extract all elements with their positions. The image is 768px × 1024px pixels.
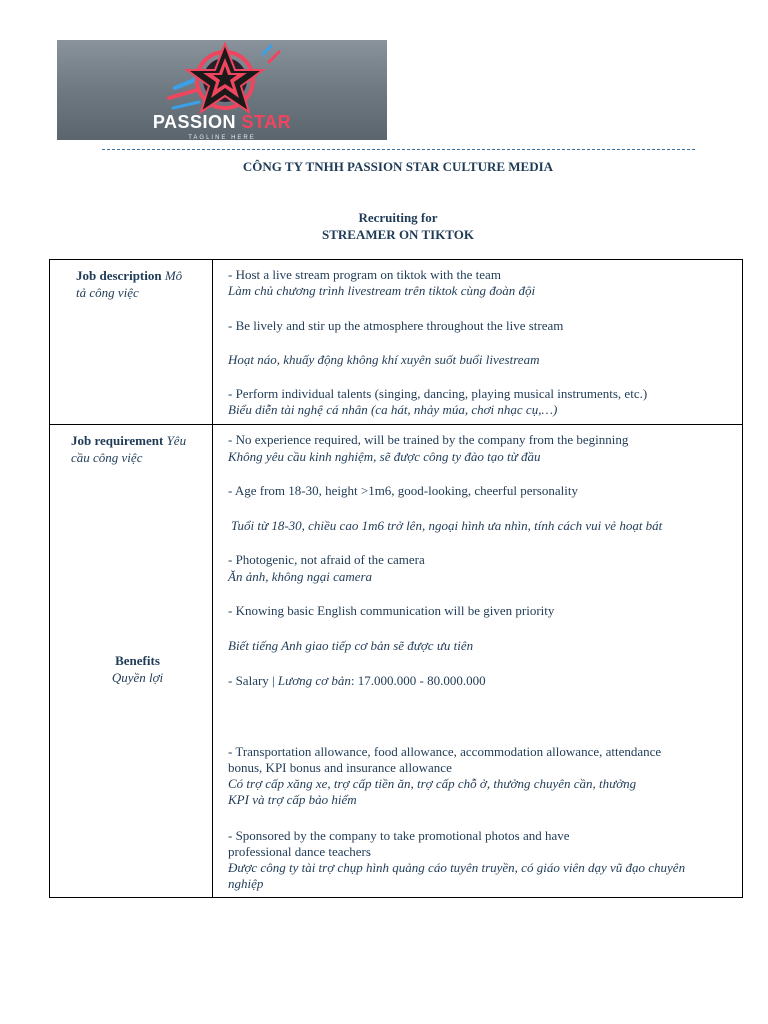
req-item-2-en: - Age from 18-30, height >1m6, good-looking, cheerful personality: [228, 483, 578, 498]
logo-word-passion: PASSION: [152, 112, 236, 132]
benefit-1-vi-line2: KPI và trợ cấp bảo hiểm: [228, 792, 357, 807]
benefit-2-vi-line1: Được công ty tài trợ chụp hình quảng cáo tuyên truyền, có giáo viên dạy vũ đạo chuyên: [228, 860, 686, 875]
benefit-1-en-line1: - Transportation allowance, food allowance, accommodation allowance, attendance: [228, 744, 662, 759]
salary-prefix: - Salary |: [228, 673, 278, 688]
desc-item-2-en: - Be lively and stir up the atmosphere throughout the live stream: [228, 318, 564, 333]
label-vi: Quyền lợi: [111, 670, 164, 685]
benefit-1-vi-line1: Có trợ cấp xăng xe, trợ cấp tiền ăn, trợ cấp chỗ ở, thưởng chuyên cần, thưởng: [228, 776, 637, 791]
benefit-2-en: [228, 828, 718, 860]
company-logo: [57, 40, 387, 140]
req-item-4-en: - Knowing basic English communication will be given priority: [228, 603, 555, 618]
column-divider: [212, 259, 213, 898]
benefit-2-vi-line2: nghiệp: [228, 876, 264, 891]
logo-word-star: STAR: [241, 112, 292, 132]
salary-line: [228, 673, 718, 689]
benefit-2-vi: [228, 860, 728, 892]
desc-item-1-vi: Làm chủ chương trình livestream trên tiktok cùng đoàn đội: [228, 283, 536, 298]
req-item-1-en: - No experience required, will be trained by the company from the beginning: [228, 432, 629, 447]
job-requirement-label: [71, 432, 206, 466]
label-en: Job description: [76, 268, 162, 283]
salary-vi: Lương cơ bản: [277, 673, 351, 688]
desc-item-2-vi: Hoạt náo, khuấy động không khí xuyên suốt buổi livestream: [228, 352, 540, 367]
req-item-4-vi: Biết tiếng Anh giao tiếp cơ bản sẽ được ưu tiên: [228, 638, 474, 653]
label-en: Job requirement: [71, 433, 164, 448]
req-item-3-vi: Ăn ảnh, không ngại camera: [228, 569, 373, 584]
req-item-1-vi: Không yêu cầu kinh nghiệm, sẽ được công ty đào tạo từ đầu: [228, 449, 541, 464]
job-description-label: [76, 267, 206, 301]
benefit-2-en-line2: professional dance teachers: [228, 844, 371, 859]
position-title: STREAMER ON TIKTOK: [322, 227, 474, 242]
logo-tagline: TAGLINE HERE: [188, 135, 256, 140]
desc-item-3-vi: Biểu diễn tài nghệ cá nhân (ca hát, nhảy múa, chơi nhạc cụ,…): [228, 402, 558, 417]
desc-item-1-en: - Host a live stream program on tiktok with the team: [228, 267, 501, 282]
benefit-1-en: [228, 744, 718, 776]
benefit-1-en-line2: bonus, KPI bonus and insurance allowance: [228, 760, 452, 775]
label-en: Benefits: [115, 653, 160, 668]
label-vi-cont: cầu công việc: [71, 450, 143, 465]
desc-item-3-en: - Perform individual talents (singing, dancing, playing musical instruments, etc.): [228, 386, 648, 401]
salary-value: : 17.000.000 - 80.000.000: [350, 673, 486, 688]
recruiting-title: [0, 209, 768, 243]
benefit-1-vi: [228, 776, 728, 808]
company-name: CÔNG TY TNHH PASSION STAR CULTURE MEDIA: [242, 159, 554, 174]
benefits-label: [100, 652, 175, 686]
label-vi: Mô: [164, 268, 183, 283]
label-vi-cont: tả công việc: [76, 285, 139, 300]
header-divider: [102, 149, 695, 150]
req-item-3-en: - Photogenic, not afraid of the camera: [228, 552, 425, 567]
req-item-2-vi: Tuổi từ 18-30, chiều cao 1m6 trở lên, ngoại hình ưa nhìn, tính cách vui vẻ hoạt bát: [231, 518, 663, 533]
label-vi: Yêu: [166, 433, 187, 448]
logo-wordmark: [57, 112, 387, 133]
recruiting-line: Recruiting for: [358, 210, 438, 225]
benefit-2-en-line1: - Sponsored by the company to take promotional photos and have: [228, 828, 570, 843]
